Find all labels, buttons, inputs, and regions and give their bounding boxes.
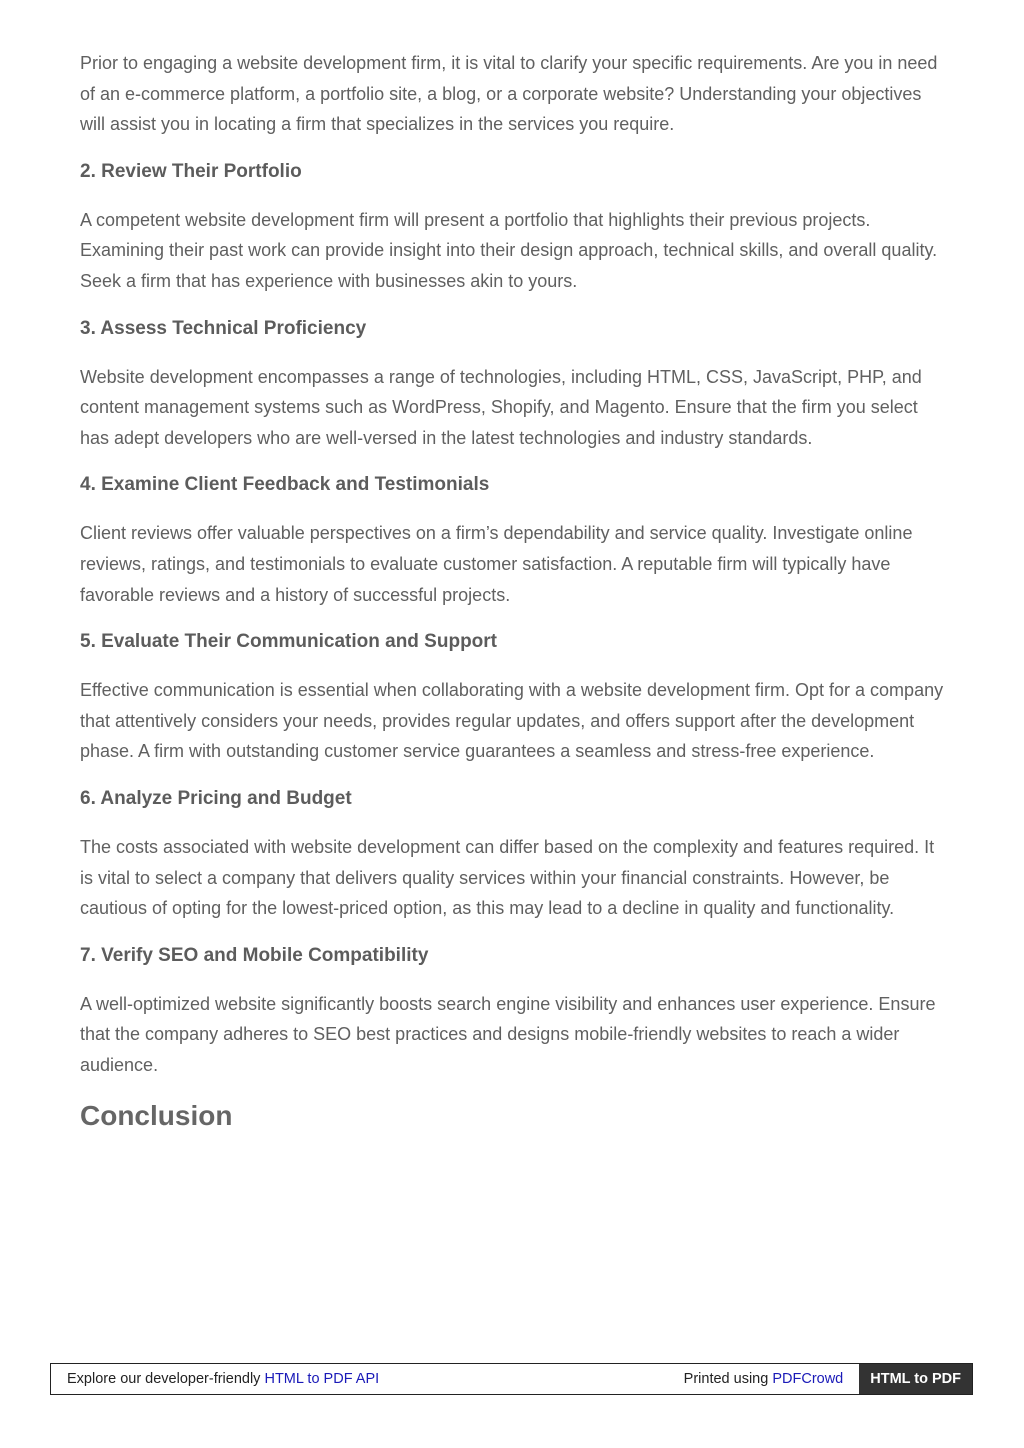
footer-printed bbox=[684, 1371, 860, 1387]
section-heading-feedback: 4. Examine Client Feedback and Testimonials bbox=[80, 474, 490, 496]
section-heading-seo: 7. Verify SEO and Mobile Compatibility bbox=[80, 944, 429, 966]
section-heading-technical: 3. Assess Technical Proficiency bbox=[80, 317, 367, 339]
section-body-seo: A well-optimized website significantly boosts search engine visibility and enhances user experience. Ensure that the company adheres to SEO best practices and designs mobile-friendly websites to reach a wider audience. bbox=[80, 993, 936, 1075]
section-heading-communication: 5. Evaluate Their Communication and Support bbox=[80, 631, 497, 653]
section-body-communication: Effective communication is essential when collaborating with a website development firm. Opt for a company that attentively considers your needs, provides regular updates, and offers support after the development phase. A firm with outstanding customer service guarantees a seamless and stress-free experience. bbox=[80, 680, 944, 762]
footer-explore-text: Explore our developer-friendly bbox=[67, 1371, 265, 1387]
intro-paragraph: Prior to engaging a website development firm, it is vital to clarify your specific requirements. Are you in need of an e-commerce platform, a portfolio site, a blog, or a corporate website? Understanding your objectives will assist you in locating a firm that specializes in the services you require. bbox=[80, 53, 938, 135]
section-body-feedback: Client reviews offer valuable perspectives on a firm’s dependability and service quality. Investigate online reviews, ratings, and testimonials to evaluate customer satisfaction. A reputable firm will typically have favorable reviews and a history of successful projects. bbox=[80, 523, 913, 605]
section-body-technical: Website development encompasses a range of technologies, including HTML, CSS, JavaScript, PHP, and content management systems such as WordPress, Shopify, and Magento. Ensure that the firm you select has adept developers who are well-versed in the latest technologies and industry standards. bbox=[80, 366, 922, 448]
conclusion-heading: Conclusion bbox=[80, 1100, 233, 1132]
section-body-portfolio: A competent website development firm will present a portfolio that highlights their previous projects. Examining their past work can provide insight into their design approach, technical skills, and overall quality. Seek a firm that has experience with businesses akin to yours. bbox=[80, 209, 938, 291]
document-body bbox=[80, 48, 950, 1133]
html-to-pdf-api-link[interactable]: HTML to PDF API bbox=[264, 1371, 380, 1387]
section-body-pricing: The costs associated with website development can differ based on the complexity and features required. It is vital to select a company that delivers quality services within your financial constraints. However, be cautious of opting for the lowest-priced option, as this may lead to a decline in quality and functionality. bbox=[80, 836, 935, 919]
pdfcrowd-link[interactable]: PDFCrowd bbox=[772, 1371, 844, 1387]
footer-printed-text: Printed using bbox=[683, 1371, 773, 1387]
section-heading-pricing: 6. Analyze Pricing and Budget bbox=[80, 787, 352, 809]
html-to-pdf-badge[interactable]: HTML to PDF bbox=[859, 1364, 972, 1394]
pdf-footer-bar bbox=[50, 1363, 973, 1395]
section-heading-portfolio: 2. Review Their Portfolio bbox=[80, 160, 302, 182]
footer-explore bbox=[51, 1371, 684, 1387]
